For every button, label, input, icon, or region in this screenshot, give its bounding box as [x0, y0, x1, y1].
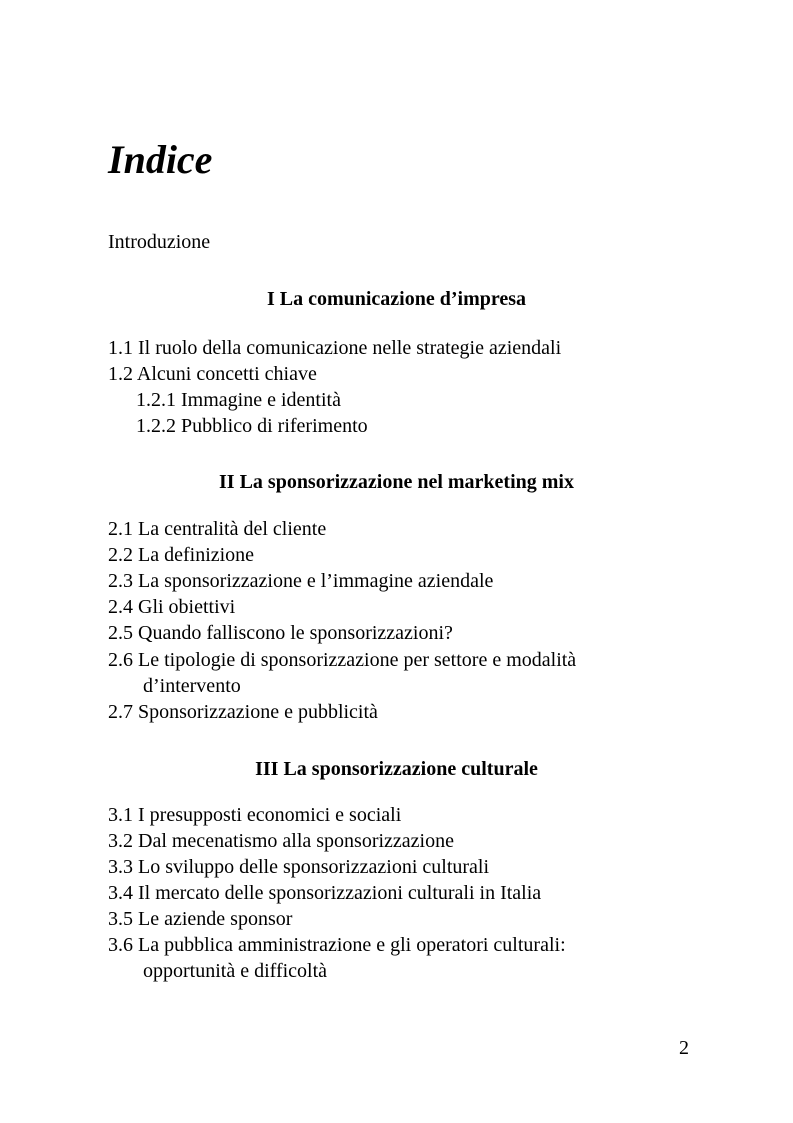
toc-entry: 2.5 Quando falliscono le sponsorizzazioni? [108, 622, 453, 644]
toc-entry: 3.1 I presupposti economici e sociali [108, 804, 402, 826]
page-number: 2 [679, 1037, 689, 1059]
toc-entry: 2.2 La definizione [108, 544, 255, 566]
toc-subentry: 1.2.1 Immagine e identità [136, 389, 341, 411]
toc-entry: 1.2 Alcuni concetti chiave [108, 363, 317, 385]
chapter-heading: III La sponsorizzazione culturale [255, 758, 538, 780]
toc-entry: 3.2 Dal mecenatismo alla sponsorizzazione [108, 830, 454, 852]
chapter-heading: II La sponsorizzazione nel marketing mix [219, 471, 574, 493]
toc-entry: 3.6 La pubblica amministrazione e gli operatori culturali: [108, 934, 566, 956]
toc-entry-continuation: opportunità e difficoltà [143, 960, 328, 982]
toc-entry: 2.1 La centralità del cliente [108, 518, 327, 540]
page-title: Indice [108, 137, 213, 182]
toc-subentry: 1.2.2 Pubblico di riferimento [136, 415, 368, 437]
toc-entry: 3.4 Il mercato delle sponsorizzazioni culturali in Italia [108, 882, 542, 904]
toc-introduction: Introduzione [108, 231, 211, 253]
toc-entry: 3.5 Le aziende sponsor [108, 908, 293, 930]
toc-entry: 1.1 Il ruolo della comunicazione nelle strategie aziendali [108, 337, 562, 359]
toc-entry: 2.6 Le tipologie di sponsorizzazione per settore e modalità [108, 649, 577, 671]
toc-entry-continuation: d’intervento [143, 675, 241, 697]
toc-entry: 3.3 Lo sviluppo delle sponsorizzazioni culturali [108, 856, 490, 878]
chapter-heading: I La comunicazione d’impresa [266, 288, 527, 310]
toc-entry: 2.3 La sponsorizzazione e l’immagine aziendale [108, 570, 494, 592]
toc-entry: 2.4 Gli obiettivi [108, 596, 236, 618]
toc-entry: 2.7 Sponsorizzazione e pubblicità [108, 701, 378, 723]
